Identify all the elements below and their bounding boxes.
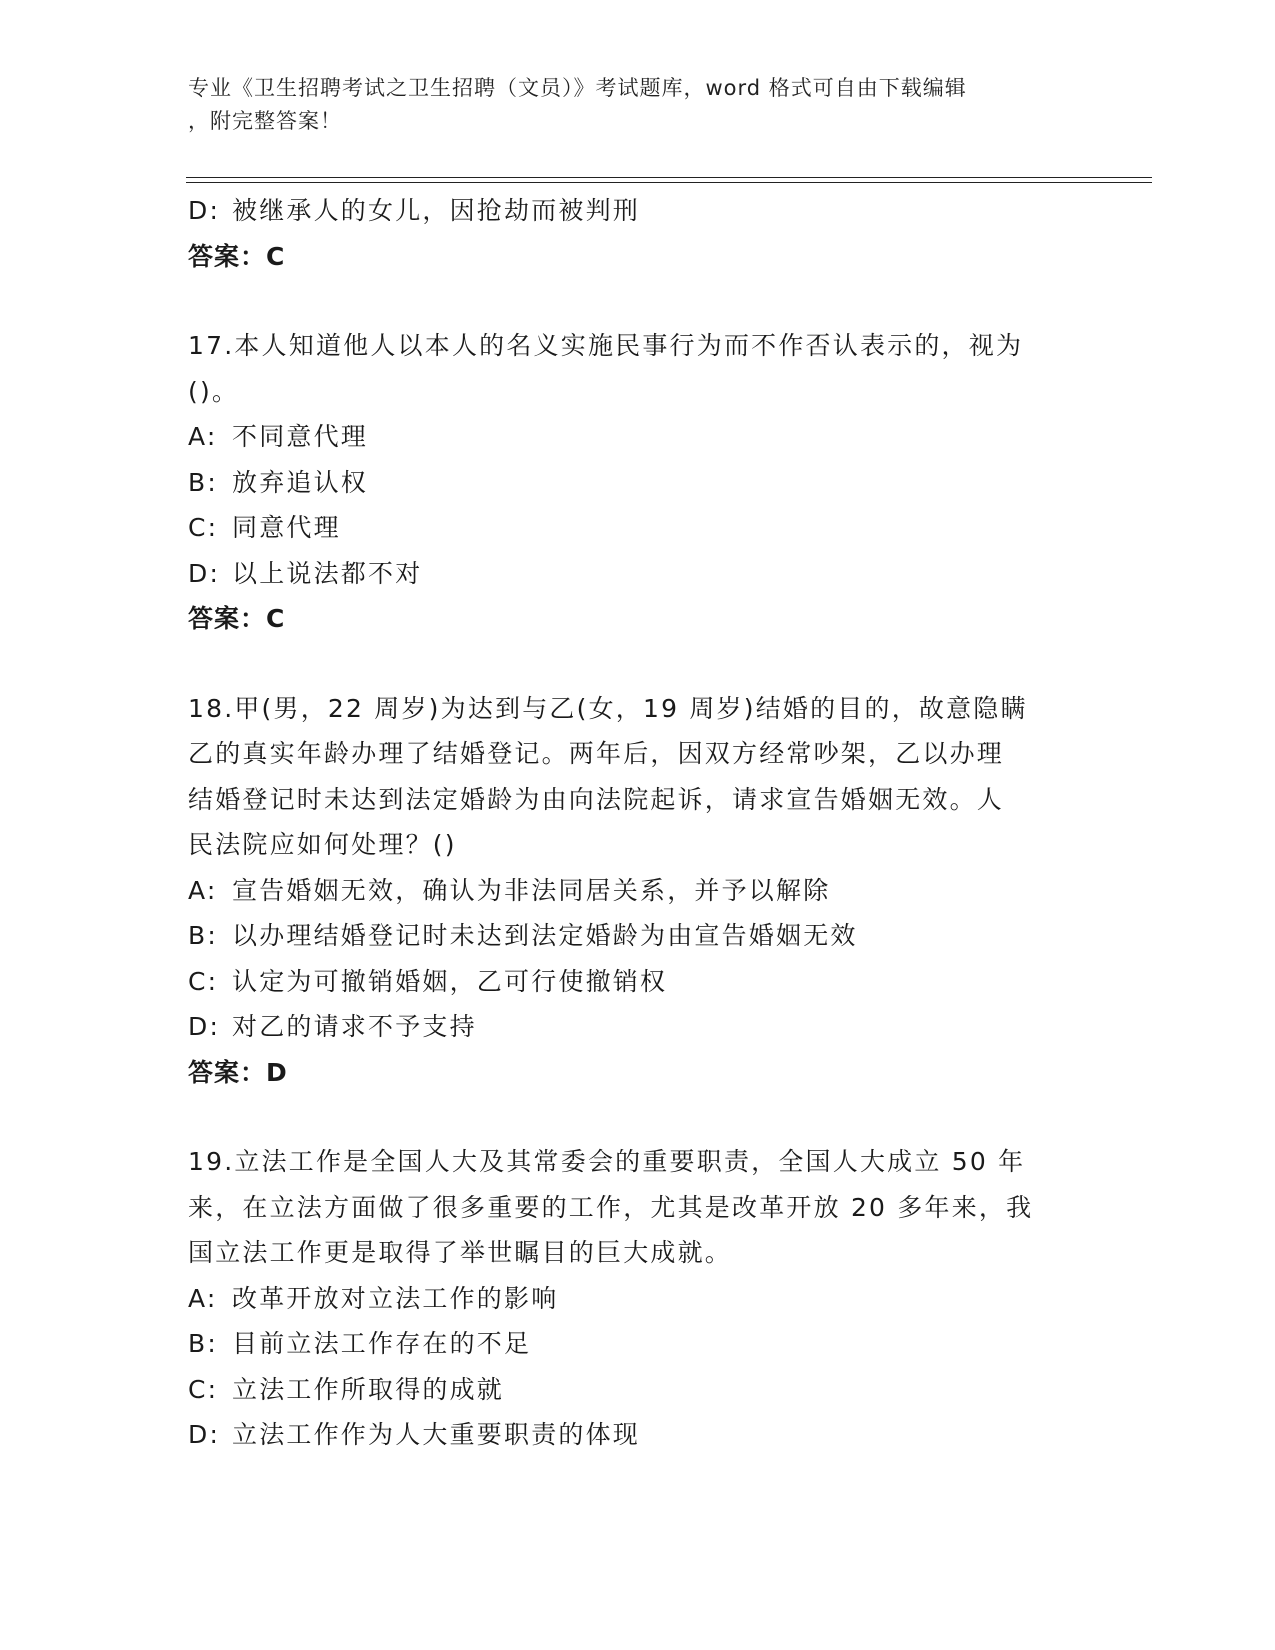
option-letter: C: [188, 966, 219, 996]
answer [188, 1050, 1068, 1096]
option-letter: A: [188, 1283, 218, 1313]
option-letter: D: [188, 1012, 221, 1041]
option-text: 宣告婚姻无效，确认为非法同居关系，并予以解除 [232, 875, 831, 905]
answer-value: D [266, 1057, 288, 1087]
option-d-prev [188, 188, 1068, 234]
answer-value: C [266, 241, 286, 271]
answer-prev [188, 234, 1068, 280]
question-17 [188, 323, 1068, 642]
option-d [188, 551, 1068, 597]
option-text: 立法工作作为人大重要职责的体现 [232, 1420, 641, 1449]
header-rule-top [186, 177, 1152, 178]
option-letter: A: [188, 875, 218, 905]
option-letter: B: [188, 921, 218, 950]
answer-label: 答案： [188, 1057, 267, 1087]
option-b [188, 913, 1068, 959]
option-d [188, 1412, 1068, 1458]
question-18 [188, 686, 1068, 1096]
option-text: 立法工作所取得的成就 [232, 1374, 505, 1404]
option-text: 被继承人的女儿，因抢劫而被判刑 [232, 196, 641, 225]
question-content [188, 188, 1068, 1458]
option-text: 不同意代理 [232, 422, 369, 451]
option-b [188, 1321, 1068, 1367]
option-c [188, 505, 1068, 551]
option-text: 对乙的请求不予支持 [232, 1012, 477, 1041]
option-text: 放弃追认权 [232, 467, 369, 497]
option-b [188, 460, 1068, 506]
answer-value: C [266, 604, 286, 633]
option-text: 以办理结婚登记时未达到法定婚龄为由宣告婚姻无效 [232, 921, 858, 950]
page-header [188, 72, 1068, 138]
option-letter: B: [188, 1329, 218, 1358]
question-text-line: 结婚登记时未达到法定婚龄为由向法院起诉，请求宣告婚姻无效。人 [188, 784, 1005, 814]
option-letter: C: [188, 1374, 219, 1404]
question-text-line: 17.本人知道他人以本人的名义实施民事行为而不作否认表示的，视为 [188, 331, 1024, 360]
option-letter: A: [188, 422, 218, 451]
option-letter: B: [188, 467, 218, 497]
option-text: 改革开放对立法工作的影响 [232, 1283, 559, 1313]
answer-label: 答案： [188, 604, 267, 633]
question-text-line: 18.甲(男，22 周岁)为达到与乙(女，19 周岁)结婚的目的，故意隐瞒 [188, 693, 1028, 723]
question-text-line: 19.立法工作是全国人大及其常委会的重要职责，全国人大成立 50 年 [188, 1147, 1026, 1176]
header-line-2: ，附完整答案！ [188, 109, 342, 133]
option-letter: C: [188, 513, 219, 542]
option-c [188, 959, 1068, 1005]
option-letter: D: [188, 1420, 221, 1449]
question-text-line: 乙的真实年龄办理了结婚登记。两年后，因双方经常吵架，乙以办理 [188, 739, 1005, 768]
option-letter: D: [188, 558, 221, 588]
question-text-line: ()。 [188, 376, 240, 406]
header-rule-bottom [186, 182, 1152, 183]
option-text: 目前立法工作存在的不足 [232, 1329, 532, 1358]
option-a [188, 1276, 1068, 1322]
answer-label: 答案： [188, 241, 267, 271]
option-letter: D: [188, 196, 221, 225]
option-text: 以上说法都不对 [232, 558, 423, 588]
question-text-line: 民法院应如何处理？() [188, 830, 457, 859]
question-text-line: 国立法工作更是取得了举世瞩目的巨大成就。 [188, 1238, 733, 1267]
option-a [188, 868, 1068, 914]
option-c [188, 1367, 1068, 1413]
option-text: 同意代理 [232, 513, 341, 542]
question-text-line: 来，在立法方面做了很多重要的工作，尤其是改革开放 20 多年来，我 [188, 1192, 1034, 1222]
option-d [188, 1004, 1068, 1050]
answer [188, 596, 1068, 642]
question-19 [188, 1139, 1068, 1458]
option-a [188, 414, 1068, 460]
header-line-1: 专业《卫生招聘考试之卫生招聘（文员）》考试题库，word 格式可自由下载编辑 [188, 76, 967, 100]
option-text: 认定为可撤销婚姻，乙可行使撤销权 [232, 966, 668, 996]
